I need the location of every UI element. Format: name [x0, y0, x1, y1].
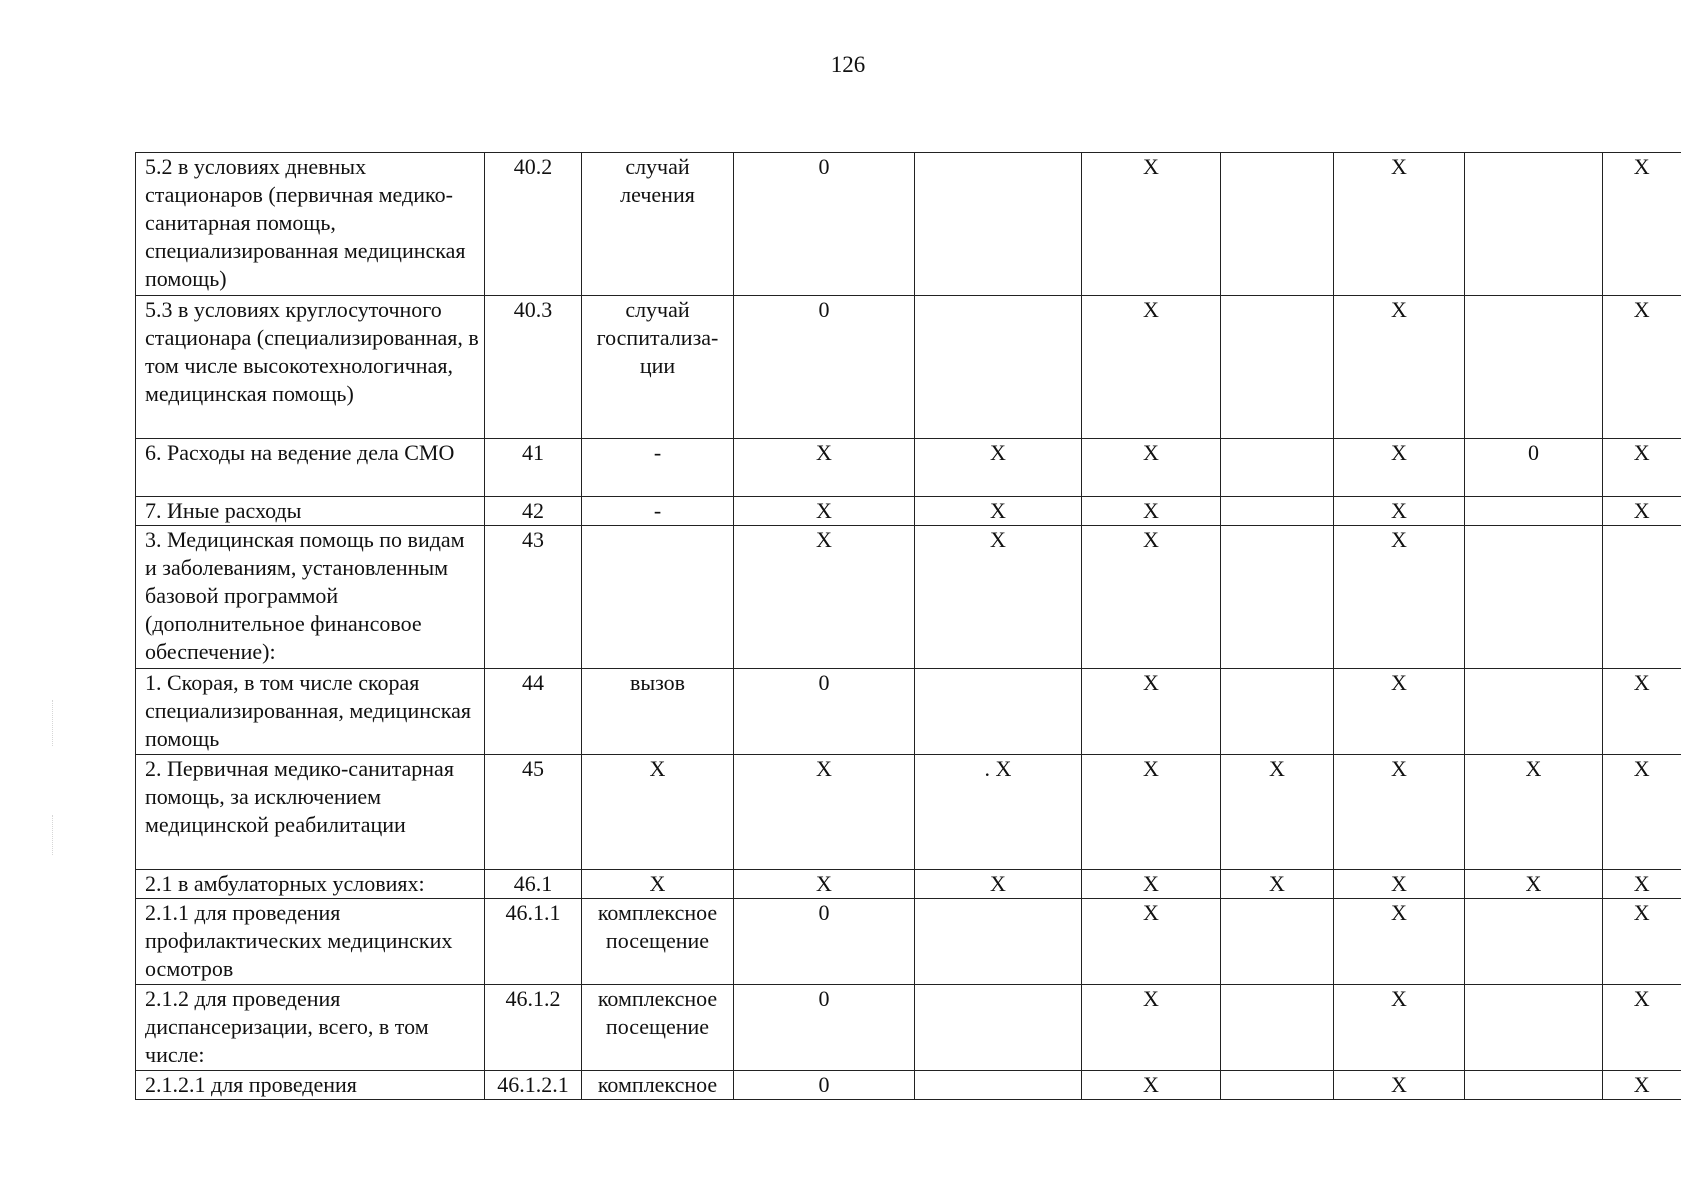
table-body: [136, 153, 1681, 1100]
value-cell: [1465, 1071, 1603, 1100]
value-cell: 0: [734, 296, 915, 439]
value-cell: [1465, 899, 1603, 985]
value-cell: X: [1082, 153, 1221, 296]
value-cell: [1465, 526, 1603, 669]
value-cell: [1465, 669, 1603, 755]
row-unit-cell: случай лечения: [582, 153, 734, 296]
table-row: [136, 153, 1681, 296]
table-row: [136, 1071, 1681, 1100]
row-unit-cell: X: [582, 755, 734, 870]
value-cell: 0: [734, 153, 915, 296]
row-unit-cell: -: [582, 497, 734, 526]
value-cell: [915, 669, 1082, 755]
row-name-cell: 2.1.1 для проведения профилактических медицинских осмотров: [136, 899, 485, 985]
row-name-cell: 2.1.2 для проведения диспансеризации, всего, в том числе:: [136, 985, 485, 1071]
row-name-cell: 2. Первичная медико-санитарная помощь, за исключением медицинской реабилитации: [136, 755, 485, 870]
value-cell: X: [1082, 985, 1221, 1071]
row-code-cell: 46.1.2.1: [485, 1071, 582, 1100]
row-unit-cell: -: [582, 439, 734, 497]
value-cell: [1221, 526, 1334, 669]
value-cell: X: [1334, 755, 1465, 870]
value-cell: X: [1082, 439, 1221, 497]
value-cell: X: [915, 439, 1082, 497]
value-cell: X: [1082, 1071, 1221, 1100]
value-cell: [915, 1071, 1082, 1100]
value-cell: X: [1603, 439, 1681, 497]
value-cell: X: [1603, 669, 1681, 755]
value-cell: 0: [734, 1071, 915, 1100]
row-unit-cell: комплексное посещение: [582, 985, 734, 1071]
value-cell: [1221, 296, 1334, 439]
value-cell: [915, 153, 1082, 296]
row-code-cell: 40.2: [485, 153, 582, 296]
row-name-cell: 2.1.2.1 для проведения: [136, 1071, 485, 1100]
page-number: 126: [830, 52, 866, 77]
value-cell: [1221, 1071, 1334, 1100]
row-name-cell: 3. Медицинская помощь по видам и заболеваниям, установленным базовой программой (дополнительное финансовое обеспечение):: [136, 526, 485, 669]
financing-table: [135, 152, 1680, 1100]
row-code-cell: 42: [485, 497, 582, 526]
value-cell: X: [1334, 526, 1465, 669]
value-cell: [915, 985, 1082, 1071]
value-cell: X: [734, 755, 915, 870]
value-cell: [1221, 669, 1334, 755]
value-cell: X: [1082, 870, 1221, 899]
value-cell: X: [1082, 526, 1221, 669]
value-cell: X: [734, 526, 915, 669]
table-row: [136, 985, 1681, 1071]
value-cell: X: [1603, 497, 1681, 526]
value-cell: [1465, 985, 1603, 1071]
value-cell: X: [915, 526, 1082, 669]
table-row: [136, 669, 1681, 755]
value-cell: X: [1603, 296, 1681, 439]
row-unit-cell: [582, 526, 734, 669]
value-cell: X: [1603, 755, 1681, 870]
value-cell: X: [1082, 755, 1221, 870]
row-name-cell: 7. Иные расходы: [136, 497, 485, 526]
value-cell: [1465, 296, 1603, 439]
row-code-cell: 44: [485, 669, 582, 755]
row-name-cell: 1. Скорая, в том числе скорая специализированная, медицинская помощь: [136, 669, 485, 755]
value-cell: X: [1334, 1071, 1465, 1100]
table-row: [136, 870, 1681, 899]
value-cell: X: [1334, 296, 1465, 439]
value-cell: X: [734, 870, 915, 899]
value-cell: . X: [915, 755, 1082, 870]
value-cell: [1465, 497, 1603, 526]
row-unit-cell: X: [582, 870, 734, 899]
value-cell: X: [1334, 439, 1465, 497]
value-cell: X: [1082, 899, 1221, 985]
value-cell: [1603, 526, 1681, 669]
value-cell: [1221, 497, 1334, 526]
value-cell: [1465, 153, 1603, 296]
row-name-cell: 5.3 в условиях круглосуточного стационара (специализированная, в том числе высокотехнологичная, медицинская помощь): [136, 296, 485, 439]
value-cell: X: [1334, 870, 1465, 899]
value-cell: [1221, 985, 1334, 1071]
row-code-cell: 46.1.2: [485, 985, 582, 1071]
value-cell: 0: [734, 985, 915, 1071]
row-code-cell: 43: [485, 526, 582, 669]
value-cell: 0: [734, 899, 915, 985]
value-cell: X: [1603, 985, 1681, 1071]
value-cell: X: [915, 497, 1082, 526]
financing-table-grid: [135, 152, 1681, 1100]
value-cell: X: [1603, 899, 1681, 985]
value-cell: [1221, 439, 1334, 497]
value-cell: [1221, 899, 1334, 985]
row-code-cell: 46.1: [485, 870, 582, 899]
value-cell: X: [1465, 755, 1603, 870]
value-cell: X: [1334, 497, 1465, 526]
value-cell: X: [1334, 153, 1465, 296]
value-cell: X: [1603, 870, 1681, 899]
row-unit-cell: комплексное: [582, 1071, 734, 1100]
value-cell: X: [1082, 296, 1221, 439]
value-cell: [1221, 153, 1334, 296]
scan-artifact: [52, 815, 75, 855]
row-code-cell: 41: [485, 439, 582, 497]
value-cell: [915, 899, 1082, 985]
value-cell: 0: [734, 669, 915, 755]
value-cell: X: [734, 439, 915, 497]
value-cell: X: [1334, 899, 1465, 985]
value-cell: X: [1465, 870, 1603, 899]
row-unit-cell: комплексное посещение: [582, 899, 734, 985]
value-cell: X: [1334, 669, 1465, 755]
value-cell: X: [1221, 870, 1334, 899]
row-unit-cell: случай госпитализа-ции: [582, 296, 734, 439]
table-row: [136, 899, 1681, 985]
table-row: [136, 755, 1681, 870]
row-code-cell: 46.1.1: [485, 899, 582, 985]
table-row: [136, 497, 1681, 526]
table-row: [136, 439, 1681, 497]
row-unit-cell: вызов: [582, 669, 734, 755]
value-cell: X: [1082, 497, 1221, 526]
scan-artifact: [52, 700, 75, 746]
table-row: [136, 296, 1681, 439]
row-code-cell: 40.3: [485, 296, 582, 439]
row-name-cell: 5.2 в условиях дневных стационаров (первичная медико-санитарная помощь, специализированная медицинская помощь): [136, 153, 485, 296]
value-cell: X: [915, 870, 1082, 899]
value-cell: 0: [1465, 439, 1603, 497]
value-cell: X: [1603, 153, 1681, 296]
value-cell: X: [1603, 1071, 1681, 1100]
value-cell: X: [1082, 669, 1221, 755]
row-name-cell: 6. Расходы на ведение дела СМО: [136, 439, 485, 497]
row-name-cell: 2.1 в амбулаторных условиях:: [136, 870, 485, 899]
value-cell: X: [1334, 985, 1465, 1071]
value-cell: X: [734, 497, 915, 526]
row-code-cell: 45: [485, 755, 582, 870]
value-cell: X: [1221, 755, 1334, 870]
table-row: [136, 526, 1681, 669]
value-cell: [915, 296, 1082, 439]
